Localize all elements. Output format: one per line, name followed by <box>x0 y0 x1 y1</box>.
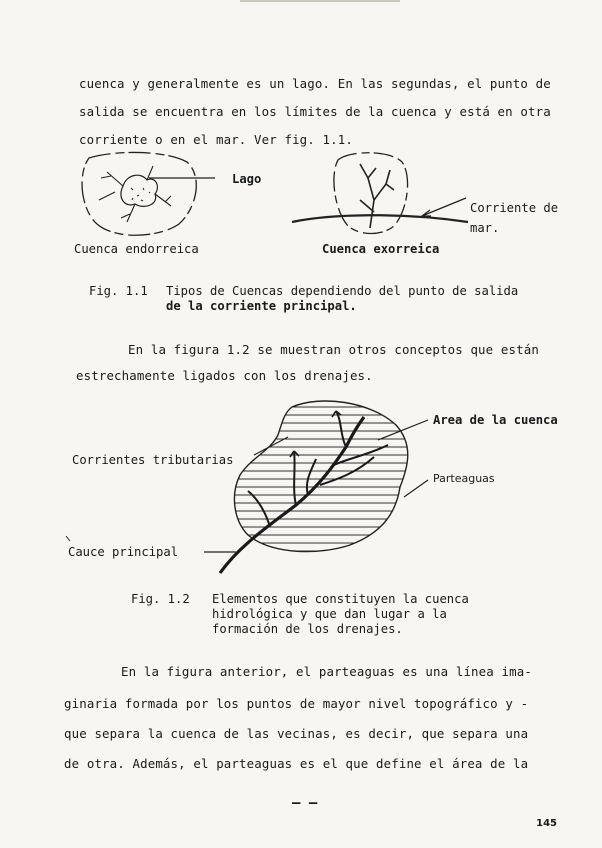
fig-1-1-caption-line-2: de la corriente principal. <box>166 299 357 313</box>
paragraph-3-line-4: de otra. Además, el parteaguas es el que define el área de la <box>64 756 529 771</box>
paragraph-3-line-2: ginaria formada por los puntos de mayor nivel topográfico y - <box>64 696 529 711</box>
footer-dashes: – – <box>292 795 318 811</box>
label-corriente-de: Corriente de <box>470 201 559 215</box>
paragraph-3-line-3: que separa la cuenca de las vecinas, es decir, que separa una <box>64 726 529 741</box>
page-number: 145 <box>536 818 557 829</box>
paragraph-1-line-1: cuenca y generalmente es un lago. En las segundas, el punto de <box>79 76 551 91</box>
fig-1-2-caption-line-3: formación de los drenajes. <box>212 622 403 636</box>
fig-1-2-number: Fig. 1.2 <box>131 592 190 606</box>
paragraph-2-line-1: En la figura 1.2 se muestran otros conceptos que están <box>128 342 539 357</box>
label-mar: mar. <box>470 221 500 235</box>
fig-1-2-caption-line-1: Elementos que constituyen la cuenca <box>212 592 469 606</box>
paragraph-3-line-1: En la figura anterior, el parteaguas es una línea ima- <box>121 664 532 679</box>
label-area-cuenca: Area de la cuenca <box>433 413 558 427</box>
fig-1-1-number: Fig. 1.1 <box>89 284 148 298</box>
label-cuenca-exorreica: Cuenca exorreica <box>322 242 440 256</box>
label-cuenca-endorreica: Cuenca endorreica <box>74 242 199 256</box>
paragraph-2-line-2: estrechamente ligados con los drenajes. <box>76 368 373 383</box>
label-parteaguas: Parteaguas <box>433 472 495 485</box>
label-lago: Lago <box>232 172 262 186</box>
label-cauce-principal: Cauce principal <box>68 545 179 559</box>
paragraph-1-line-2: salida se encuentra en los límites de la cuenca y está en otra <box>79 104 551 119</box>
fig-1-2-caption-line-2: hidrológica y que dan lugar a la <box>212 607 447 621</box>
label-corrientes-tributarias: Corrientes tributarias <box>72 453 234 467</box>
fig-1-1-caption-line-1: Tipos de Cuencas dependiendo del punto de salida <box>166 284 519 298</box>
paragraph-1-line-3: corriente o en el mar. Ver fig. 1.1. <box>79 132 353 147</box>
